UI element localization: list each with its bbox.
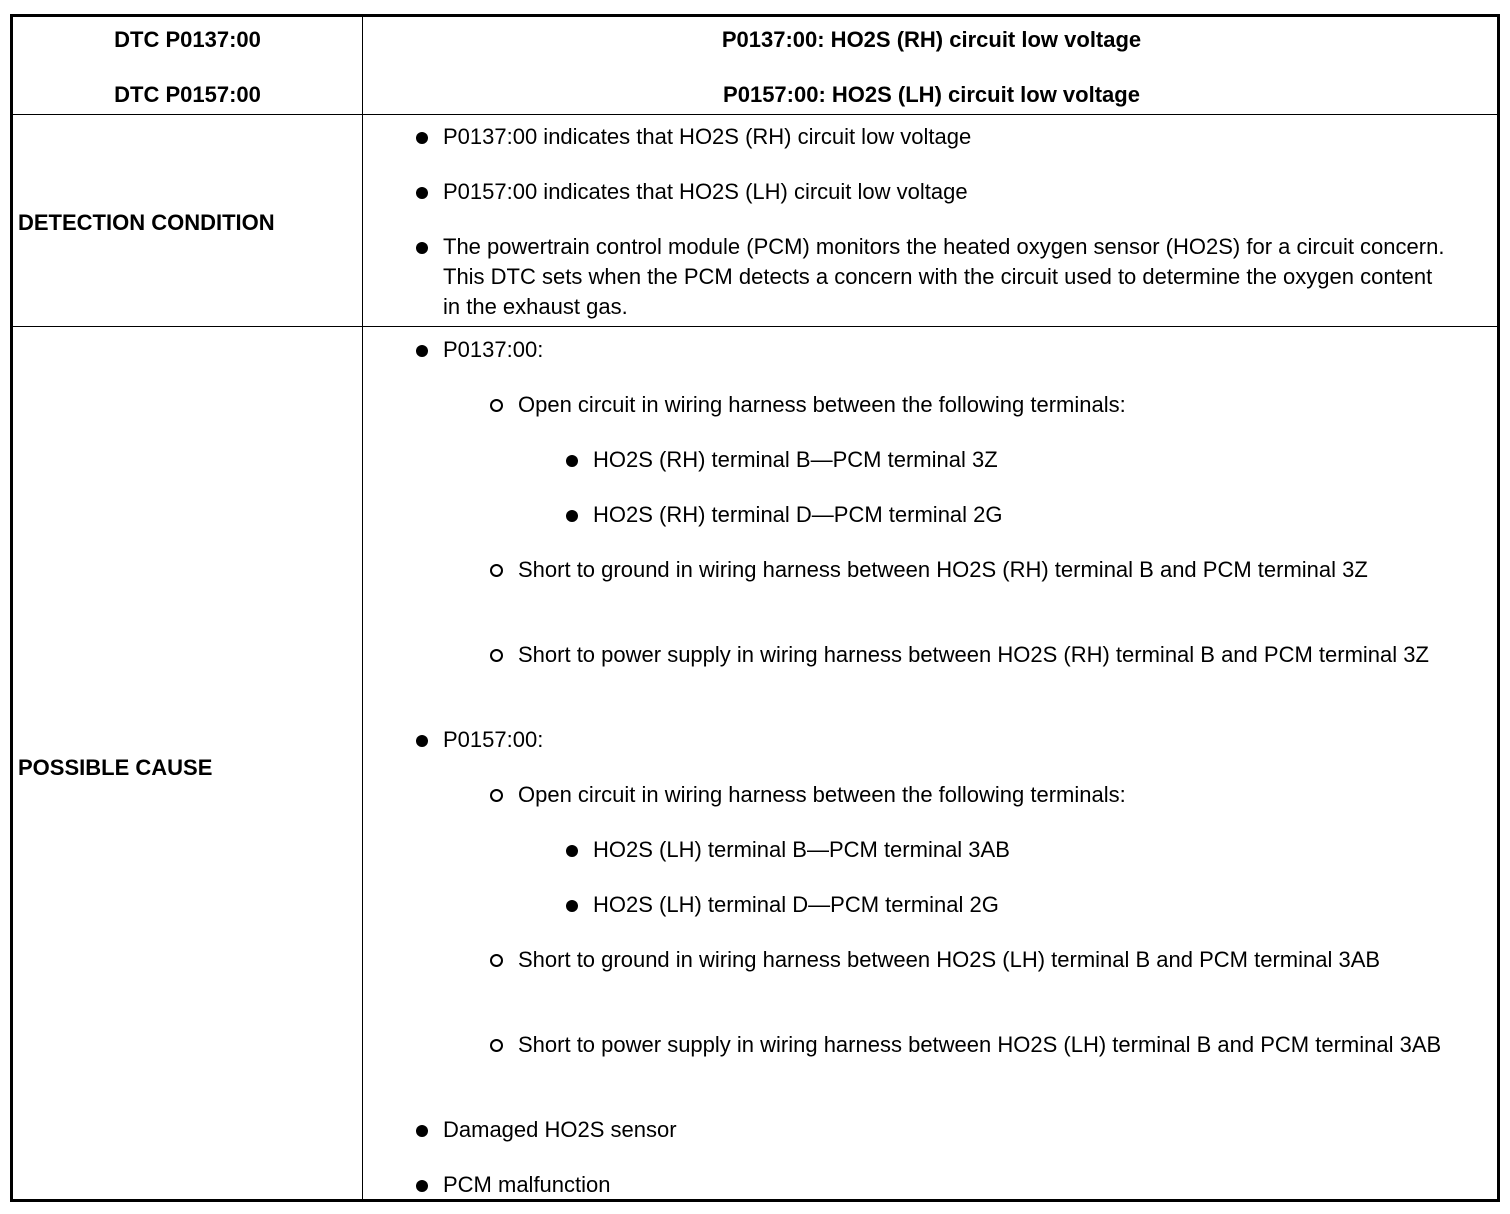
bullet-icon <box>416 735 428 747</box>
cause-item: PCM malfunction <box>443 1172 611 1197</box>
detection-condition-label: DETECTION CONDITION <box>18 210 275 235</box>
circle-bullet-icon <box>490 649 503 662</box>
column-divider <box>362 17 363 1199</box>
bullet-icon <box>416 1125 428 1137</box>
circle-bullet-icon <box>490 1039 503 1052</box>
dtc-code-1: DTC P0137:00 <box>114 27 261 52</box>
cause-item: HO2S (LH) terminal D—PCM terminal 2G <box>593 892 999 917</box>
cause-item: HO2S (LH) terminal B—PCM terminal 3AB <box>593 837 1010 862</box>
row-divider-detection <box>13 326 1497 327</box>
bullet-icon <box>566 845 578 857</box>
bullet-icon <box>416 1180 428 1192</box>
bullet-icon <box>416 187 428 199</box>
cause-item: Short to ground in wiring harness between HO2S (LH) terminal B and PCM terminal 3AB <box>518 947 1381 972</box>
bullet-icon <box>416 345 428 357</box>
bullet-icon <box>566 510 578 522</box>
cause-item: HO2S (RH) terminal D—PCM terminal 2G <box>593 502 1003 527</box>
bullet-icon <box>416 242 428 254</box>
detection-item: The powertrain control module (PCM) monitors the heated oxygen sensor (HO2S) for a circuit concern. This DTC sets when the PCM detects a concern with the circuit used to determine the oxygen content in the exhaust gas. <box>443 234 1445 319</box>
circle-bullet-icon <box>490 954 503 967</box>
dtc-title-1: P0137:00: HO2S (RH) circuit low voltage <box>721 27 1142 52</box>
cause-item: HO2S (RH) terminal B—PCM terminal 3Z <box>593 447 998 472</box>
cause-p0157-title: P0157:00: <box>443 727 544 752</box>
row-divider-header <box>13 114 1497 115</box>
cause-item: Open circuit in wiring harness between the following terminals: <box>518 782 1126 807</box>
circle-bullet-icon <box>490 789 503 802</box>
bullet-icon <box>566 900 578 912</box>
dtc-code-2: DTC P0157:00 <box>114 82 261 107</box>
cause-item: Open circuit in wiring harness between the following terminals: <box>518 392 1126 417</box>
possible-cause-label: POSSIBLE CAUSE <box>18 755 213 780</box>
circle-bullet-icon <box>490 399 503 412</box>
cause-item: Short to ground in wiring harness between HO2S (RH) terminal B and PCM terminal 3Z <box>518 557 1368 582</box>
detection-item: P0137:00 indicates that HO2S (RH) circuit low voltage <box>443 124 972 149</box>
dtc-title-2: P0157:00: HO2S (LH) circuit low voltage <box>723 82 1140 107</box>
circle-bullet-icon <box>490 564 503 577</box>
cause-item: Short to power supply in wiring harness between HO2S (LH) terminal B and PCM terminal 3AB <box>518 1032 1442 1057</box>
detection-item: P0157:00 indicates that HO2S (LH) circuit low voltage <box>443 179 968 204</box>
cause-p0137-title: P0137:00: <box>443 337 544 362</box>
bullet-icon <box>566 455 578 467</box>
dtc-table <box>10 14 1500 1202</box>
cause-item: Damaged HO2S sensor <box>443 1117 677 1142</box>
cause-item: Short to power supply in wiring harness between HO2S (RH) terminal B and PCM terminal 3Z <box>518 642 1429 667</box>
bullet-icon <box>416 132 428 144</box>
